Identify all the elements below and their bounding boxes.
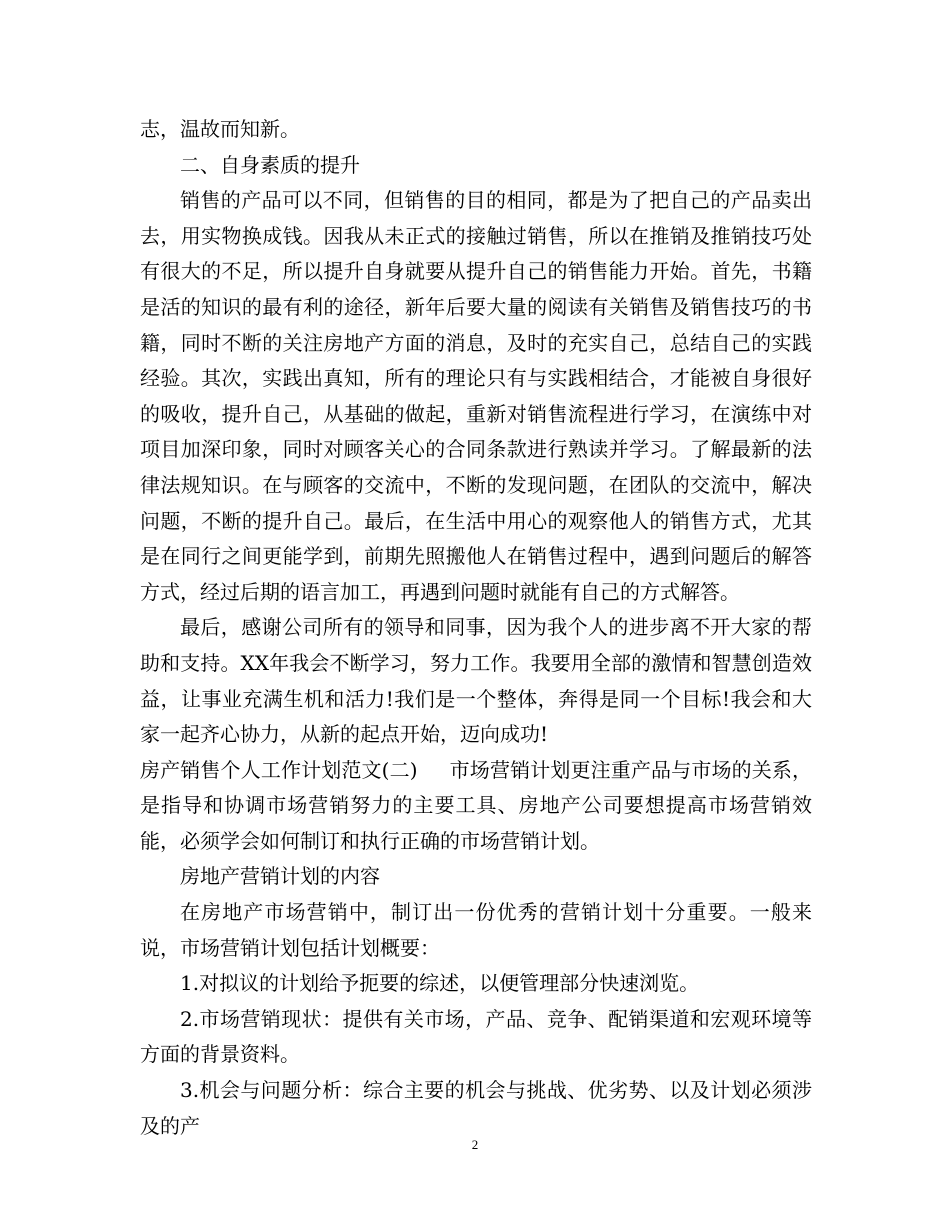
list-item-1: 1.对拟议的计划给予扼要的综述，以便管理部分快速浏览。: [180, 971, 700, 996]
section-intro-text: 市场营销计划更注重产品与市场的关系，是指导和协调市场营销努力的主要工具、房地产公司要想提高市场营销效能，必须学会如何制订和执行正确的市场营销计划。: [140, 757, 813, 853]
page-content: [140, 112, 812, 1144]
subheading-plan-contents: 房地产营销计划的内容: [180, 864, 380, 889]
list-item-2: 2.市场营销现状：提供有关市场，产品、竞争、配销渠道和宏观环境等方面的背景资料。: [140, 1006, 812, 1067]
paragraph-plan-intro: [140, 753, 812, 860]
section-title: 房产销售个人工作计划范文(二): [140, 757, 418, 782]
paragraph-sales-skills: 销售的产品可以不同，但销售的目的相同，都是为了把自己的产品卖出去，用实物换成钱。因我从未正式的接触过销售，所以在推销及推销技巧处有很大的不足，所以提升自身就要从提升自己的销售能力开始。首先，书籍是活的知识的最有利的途径，新年后要大量的阅读有关销售及销售技巧的书籍，同时不断的关注房地产方面的消息，及时的充实自己，总结自己的实践经验。其次，实践出真知，所有的理论只有与实践相结合，才能被自身很好的吸收，提升自己，从基础的做起，重新对销售流程进行学习，在演练中对项目加深印象，同时对顾客关心的合同条款进行熟读并学习。了解最新的法律法规知识。在与顾客的交流中，不断的发现问题，在团队的交流中，解决问题，不断的提升自己。最后，在生活中用心的观察他人的销售方式，尤其是在同行之间更能学到，前期先照搬他人在销售过程中，遇到问题后的解答方式，经过后期的语言加工，再遇到问题时就能有自己的方式解答。: [140, 188, 812, 604]
paragraph-continuation: 志，温故而知新。: [140, 117, 300, 141]
list-item-3: 3.机会与问题分析：综合主要的机会与挑战、优劣势、以及计划必须涉及的产: [140, 1078, 812, 1138]
page-number: 2: [471, 1137, 479, 1152]
section-heading-quality: 二、自身素质的提升: [180, 152, 360, 177]
paragraph-closing-thanks: 最后，感谢公司所有的领导和同事，因为我个人的进步离不开大家的帮助和支持。XX年我会不断学习，努力工作。我要用全部的激情和智慧创造效益，让事业充满生机和活力!我们是一个整体，奔得是同一个目标!我会和大家一起齐心协力，从新的起点开始，迈向成功!: [140, 615, 812, 747]
paragraph-plan-importance: 在房地产市场营销中，制订出一份优秀的营销计划十分重要。一般来说，市场营销计划包括计划概要：: [140, 900, 812, 960]
